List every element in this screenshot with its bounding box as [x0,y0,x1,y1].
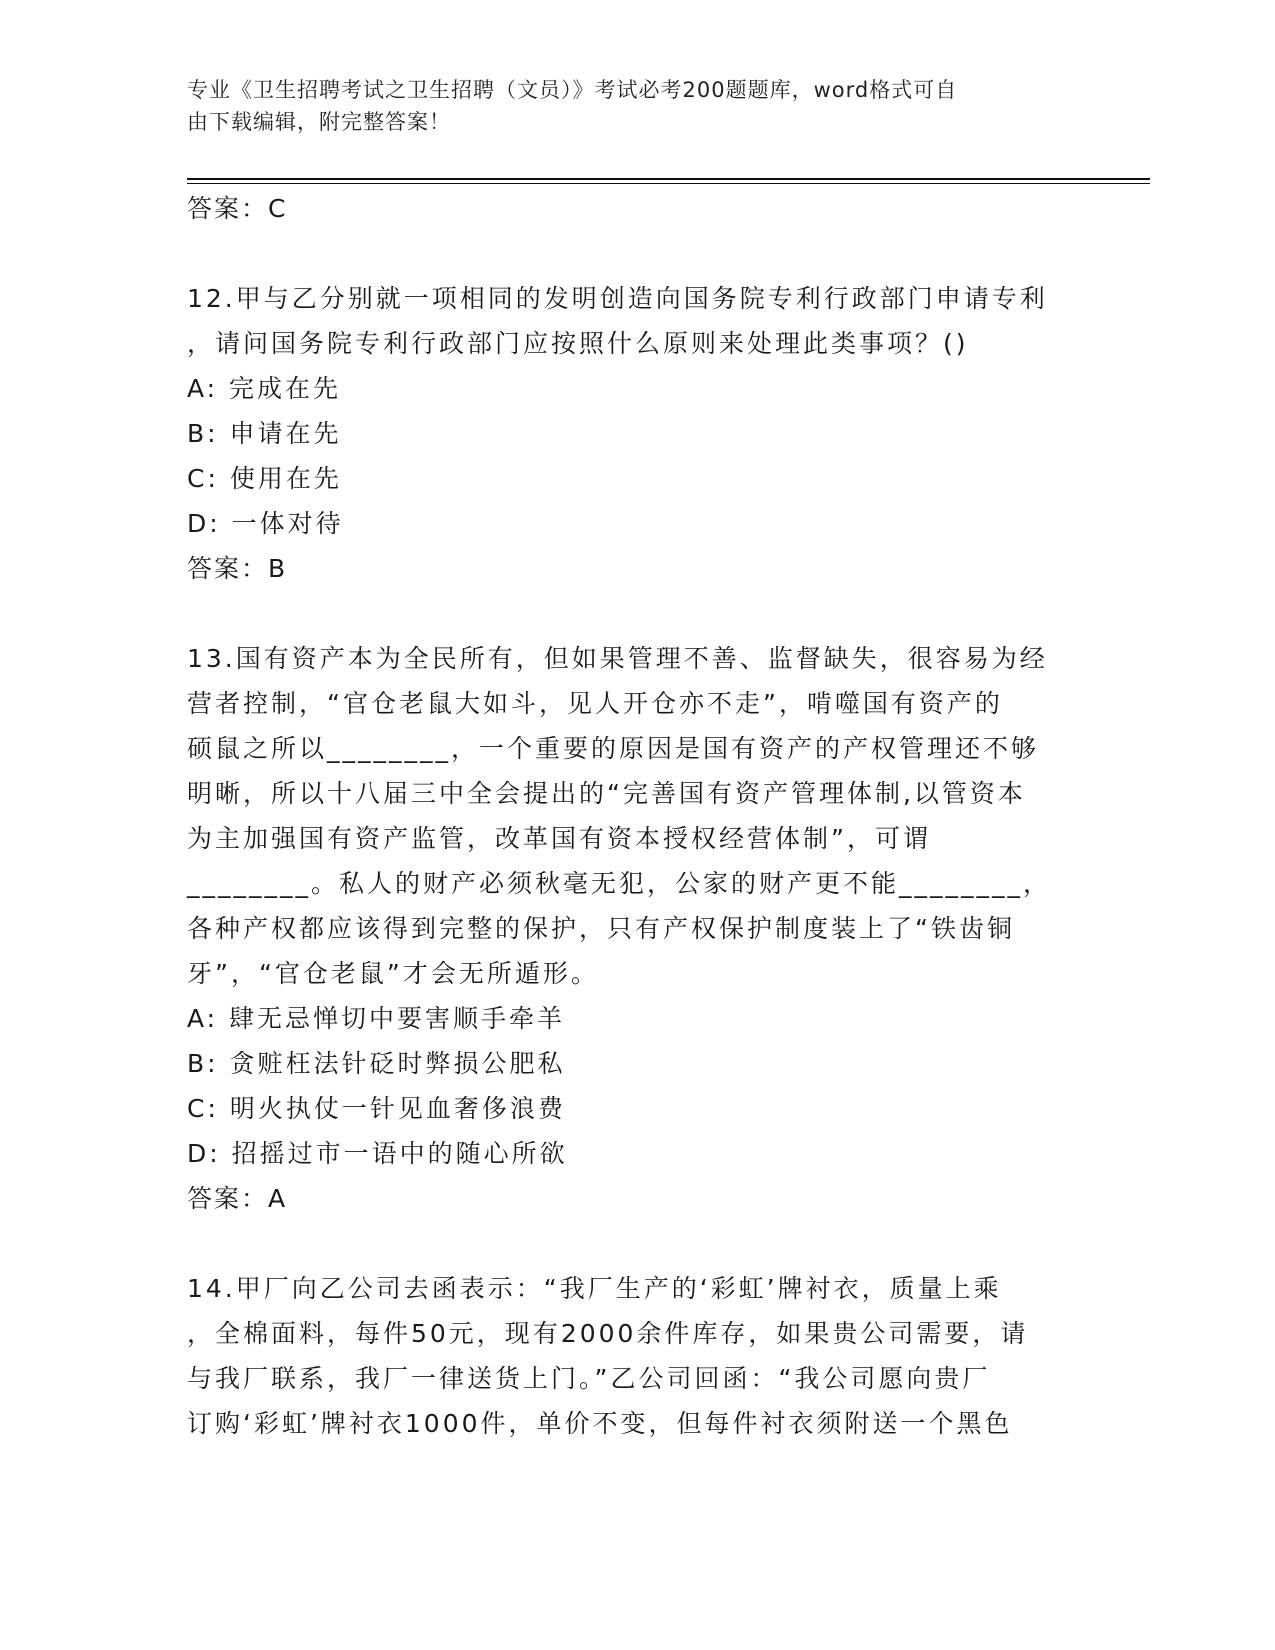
question-text-line: 订购‘彩虹’牌衬衣1000件，单价不变，但每件衬衣须附送一个黑色 [187,1409,1013,1438]
option-b: B: 贪赃枉法针砭时弊损公肥私 [187,1049,566,1078]
header-rule-thin [187,183,1150,184]
question-text-line: ________。私人的财产必须秋毫无犯，公家的财产更不能________， [187,869,1052,898]
question-text-line: ，请问国务院专利行政部门应按照什么原则来处理此类事项？() [187,329,969,358]
question-12 [187,276,1087,591]
question-14 [187,1266,1087,1446]
question-text-line: 明晰，所以十八届三中全会提出的“完善国有资产管理体制,以管资本 [187,779,1026,808]
question-text-line: 各种产权都应该得到完整的保护，只有产权保护制度装上了“铁齿铜 [187,914,1015,943]
spacer [187,591,1087,636]
option-d: D: 一体对待 [187,509,344,538]
header-line-2: 由下载编辑，附完整答案！ [187,110,451,134]
option-a: A: 完成在先 [187,374,342,403]
question-text-line: 12.甲与乙分别就一项相同的发明创造向国务院专利行政部门申请专利 [187,284,1048,313]
answer: 答案：A [187,1184,288,1213]
spacer [187,1221,1087,1266]
header-line-1: 专业《卫生招聘考试之卫生招聘（文员）》考试必考200题题库，word格式可自 [187,78,958,102]
question-text-line: 为主加强国有资产监管，改革国有资本授权经营体制”，可谓 [187,824,931,853]
question-text-line: 13.国有资产本为全民所有，但如果管理不善、监督缺失，很容易为经 [187,644,1048,673]
page-header [187,74,1067,138]
question-content [187,186,1087,1446]
option-c: C: 明火执仗一针见血奢侈浪费 [187,1094,566,1123]
spacer [187,231,1087,276]
question-text-line: 与我厂联系，我厂一律送货上门。”乙公司回函：“我公司愿向贵厂 [187,1364,991,1393]
question-13 [187,636,1087,1221]
question-text-line: ，全棉面料，每件50元，现有2000余件库存，如果贵公司需要，请 [187,1319,1029,1348]
option-b: B: 申请在先 [187,419,342,448]
question-text-line: 14.甲厂向乙公司去函表示：“我厂生产的‘彩虹’牌衬衣，质量上乘 [187,1274,1002,1303]
question-text-line: 牙”，“官仓老鼠”才会无所遁形。 [187,959,599,988]
answer: 答案：B [187,554,288,583]
option-c: C: 使用在先 [187,464,342,493]
answer-prev: 答案：C [187,194,288,223]
question-text-line: 硕鼠之所以________，一个重要的原因是国有资产的产权管理还不够 [187,734,1040,763]
option-d: D: 招摇过市一语中的随心所欲 [187,1139,568,1168]
header-rule-thick [187,178,1150,180]
question-text-line: 营者控制，“官仓老鼠大如斗，见人开仓亦不走”，啃噬国有资产的 [187,689,1003,718]
option-a: A: 肆无忌惮切中要害顺手牵羊 [187,1004,566,1033]
